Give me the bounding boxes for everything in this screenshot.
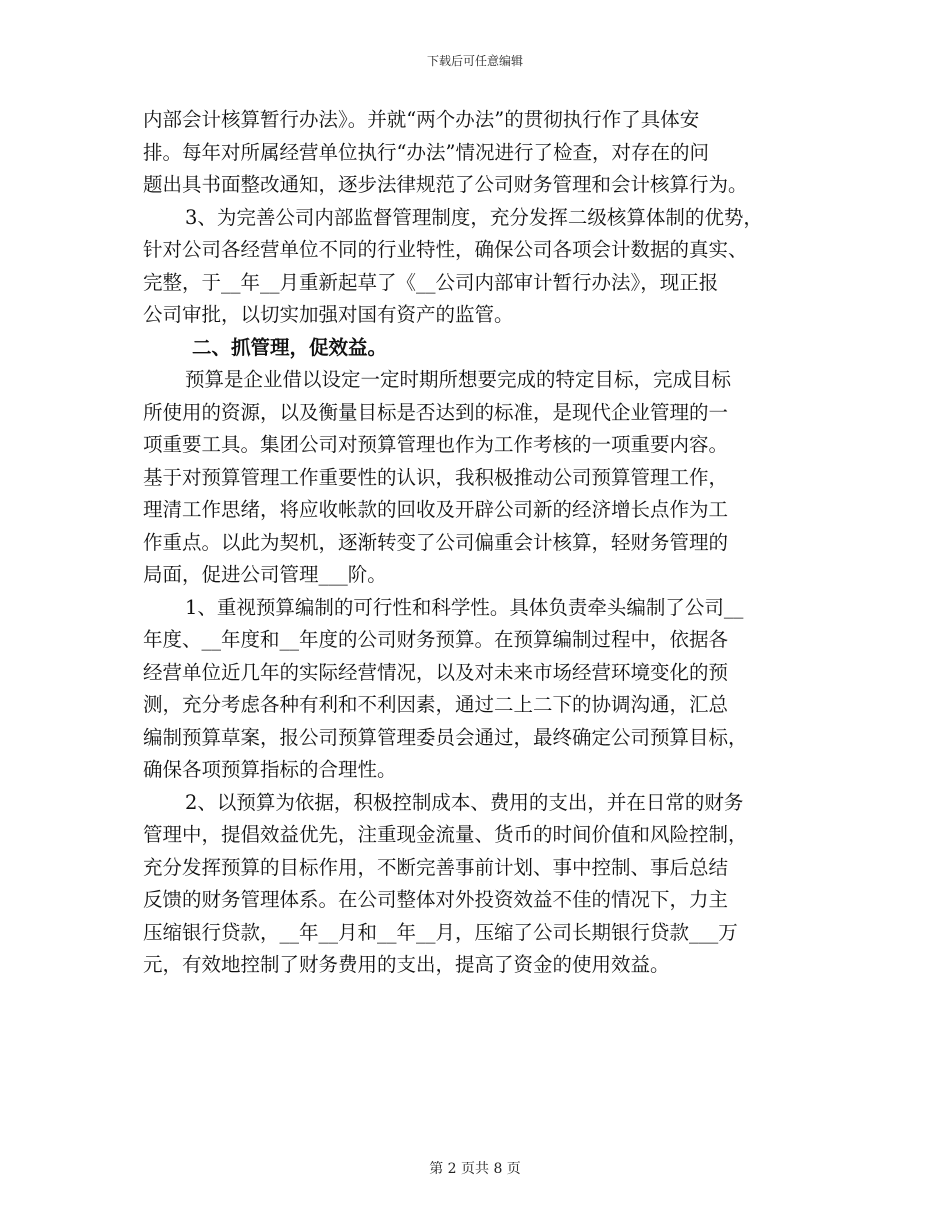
text-line: 所使用的资源，以及衡量目标是否达到的标准，是现代企业管理的一 [143, 400, 729, 424]
document-body [143, 104, 813, 982]
page-number: 第 2 页共 8 页 [429, 1161, 521, 1177]
text-line: 年度、__年度和__年度的公司财务预算。在预算编制过程中，依据各 [143, 628, 729, 651]
text-line: 2、以预算为依据，积极控制成本、费用的支出，并在日常的财务 [185, 790, 744, 814]
text-line: 确保各项预算指标的合理性。 [143, 758, 397, 781]
text-line: 局面，促进公司管理___阶。 [143, 563, 387, 586]
text-line: 内部会计核算暂行办法》。并就“两个办法”的贯彻执行作了具体安 [143, 108, 700, 131]
text-line: 管理中，提倡效益优先，注重现金流量、货币的时间价值和风险控制， [143, 823, 748, 846]
text-line: 测，充分考虑各种有利和不利因素，通过二上二下的协调沟通，汇总 [143, 693, 729, 716]
text-line: 完整，于__年__月重新起草了《__公司内部审计暂行办法》，现正报 [143, 270, 719, 294]
text-line: 预算是企业借以设定一定时期所想要完成的特定目标，完成目标 [185, 368, 732, 391]
text-line: 压缩银行贷款，__年__月和__年__月，压缩了公司长期银行贷款___万 [143, 920, 738, 944]
text-line: 作重点。以此为契机，逐渐转变了公司偏重会计核算，轻财务管理的 [143, 530, 729, 554]
text-line: 反馈的财务管理体系。在公司整体对外投资效益不佳的情况下，力主 [143, 888, 729, 911]
text-line: 基于对预算管理工作重要性的认识，我积极推动公司预算管理工作， [143, 465, 729, 489]
text-line: 经营单位近几年的实际经营情况，以及对未来市场经营环境变化的预 [143, 660, 729, 684]
text-line: 元，有效地控制了财务费用的支出，提高了资金的使用效益。 [143, 953, 670, 976]
text-line: 公司审批，以切实加强对国有资产的监管。 [143, 303, 514, 326]
text-line: 编制预算草案，报公司预算管理委员会通过，最终确定公司预算目标， [143, 725, 748, 749]
text-line: 1、重视预算编制的可行性和科学性。具体负责牵头编制了公司__ [185, 595, 744, 619]
text-line: 充分发挥预算的目标作用，不断完善事前计划、事中控制、事后总结 [143, 855, 729, 879]
text-line: 题出具书面整改通知，逐步法律规范了公司财务管理和会计核算行为。 [143, 173, 748, 196]
text-line: 项重要工具。集团公司对预算管理也作为工作考核的一项重要内容。 [143, 433, 729, 456]
text-line: 排。每年对所属经营单位执行“办法”情况进行了检查，对存在的问 [143, 140, 709, 164]
text-line: 理清工作思绪，将应收帐款的回收及开辟公司新的经济增长点作为工 [143, 498, 729, 521]
section-heading: 二、抓管理，促效益。 [192, 335, 388, 359]
page-header: 下载后可任意编辑 [426, 54, 523, 68]
text-line: 3、为完善公司内部监督管理制度，充分发挥二级核算体制的优势， [185, 205, 763, 229]
text-line: 针对公司各经营单位不同的行业特性，确保公司各项会计数据的真实、 [143, 238, 748, 261]
